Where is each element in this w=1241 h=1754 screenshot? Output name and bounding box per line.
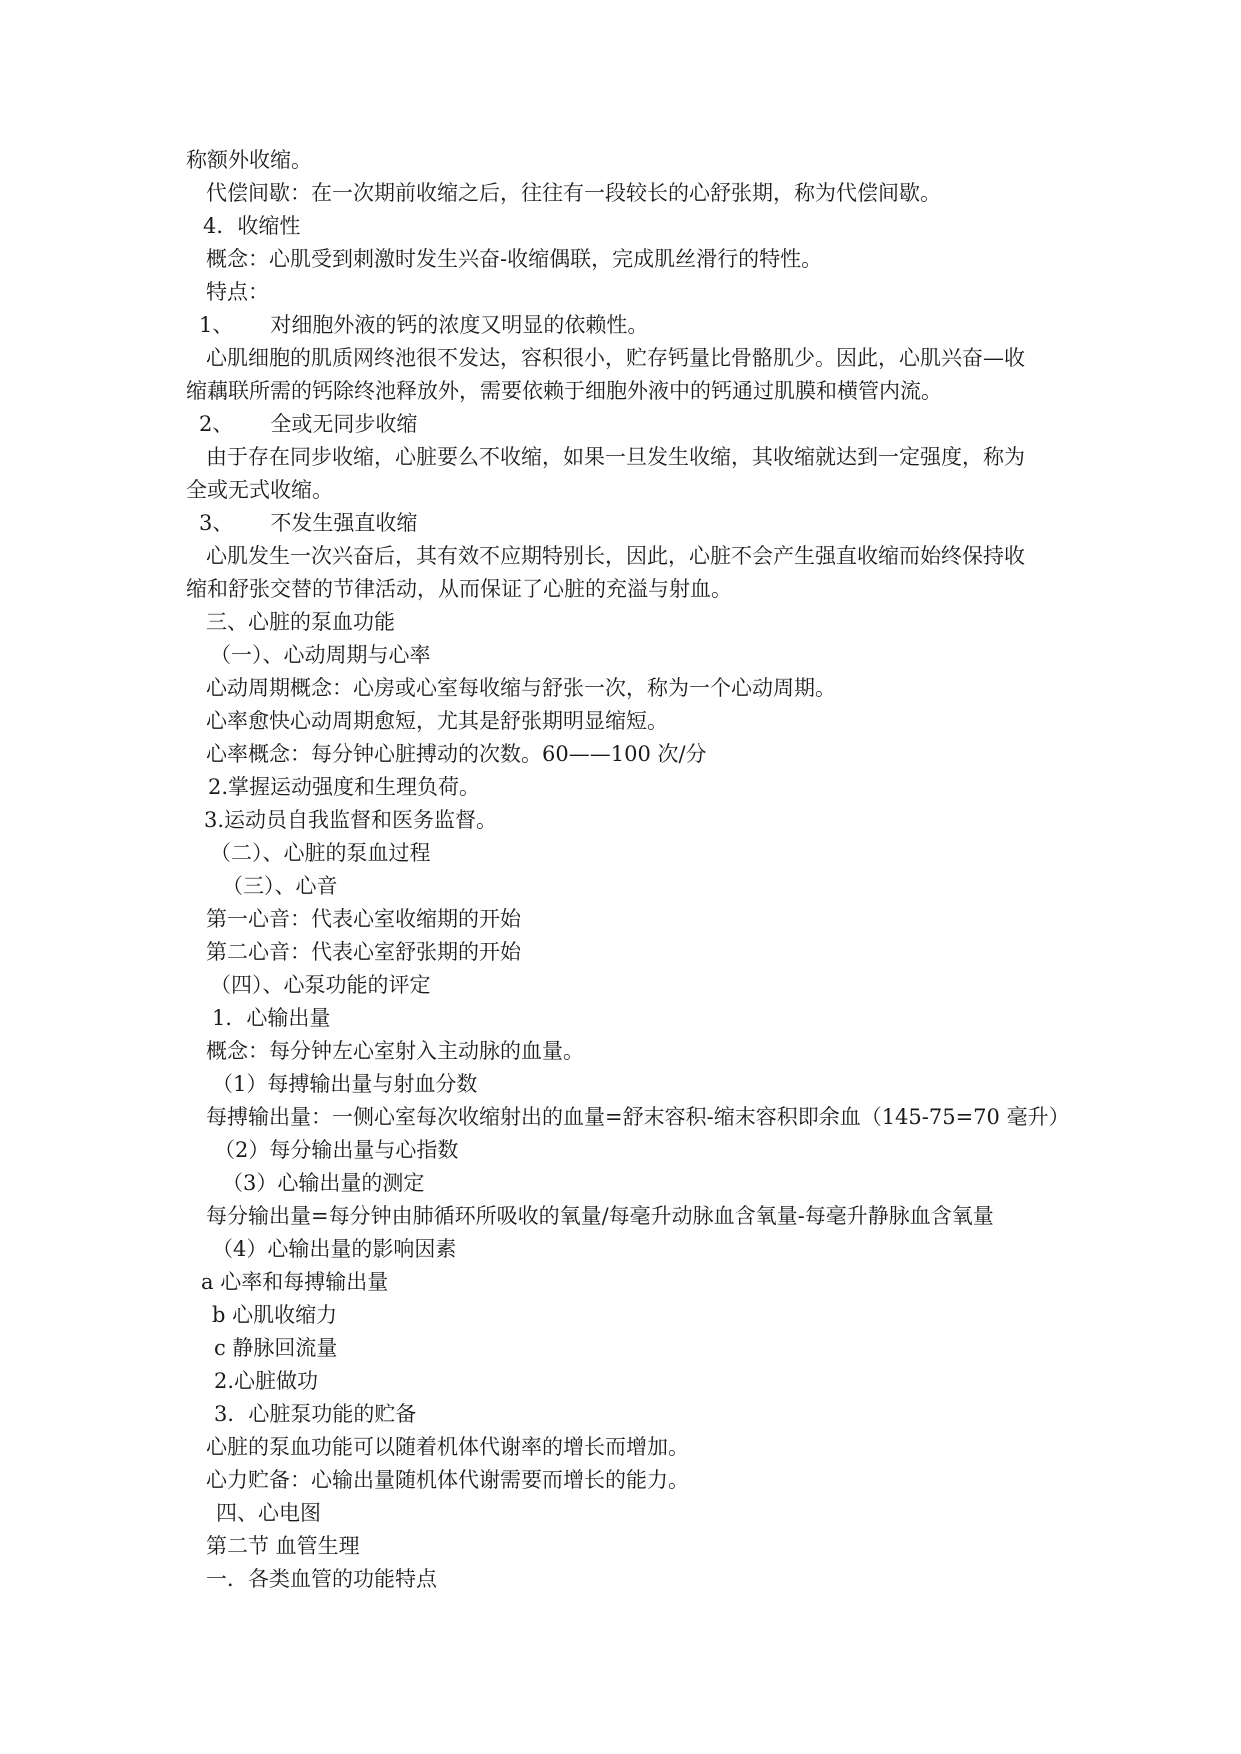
text-line <box>0 1266 1241 1299</box>
section-heading <box>0 1530 1241 1563</box>
text-span: 概念：每分钟左心室射入主动脉的血量。 <box>206 1039 584 1063</box>
text-line <box>0 573 1241 606</box>
subsection-heading <box>0 870 1241 903</box>
text-span: （三）、心音 <box>222 874 338 898</box>
text-span: 第一心音：代表心室收缩期的开始 <box>206 907 521 931</box>
list-number: 2、 <box>199 412 234 436</box>
text-line <box>0 738 1241 771</box>
text-line <box>0 441 1241 474</box>
text-span: （四）、心泵功能的评定 <box>210 973 431 997</box>
text-span: 第二心音：代表心室舒张期的开始 <box>206 940 521 964</box>
text-line <box>0 342 1241 375</box>
text-span: 每分输出量=每分钟由肺循环所吸收的氧量/每毫升动脉血含氧量-每毫升静脉血含氧量 <box>206 1204 994 1228</box>
text-line <box>0 903 1241 936</box>
text-span: 心率概念：每分钟心脏搏动的次数。60——100 次/分 <box>206 742 707 766</box>
text-line <box>0 1332 1241 1365</box>
text-line <box>0 1365 1241 1398</box>
text-span: （二）、心脏的泵血过程 <box>210 841 431 865</box>
text-line <box>0 276 1241 309</box>
text-span: 心动周期概念：心房或心室每收缩与舒张一次，称为一个心动周期。 <box>206 676 836 700</box>
text-line <box>0 1134 1241 1167</box>
text-span: （2）每分输出量与心指数 <box>214 1138 459 1162</box>
text-line <box>0 804 1241 837</box>
text-span: b 心肌收缩力 <box>212 1303 338 1327</box>
text-span: （一）、心动周期与心率 <box>210 643 431 667</box>
text-line <box>0 1167 1241 1200</box>
section-heading <box>0 1497 1241 1530</box>
text-span: 缩和舒张交替的节律活动，从而保证了心脏的充溢与射血。 <box>186 577 732 601</box>
text-span: 心力贮备：心输出量随机体代谢需要而增长的能力。 <box>206 1468 689 1492</box>
text-line <box>0 243 1241 276</box>
list-text: 对细胞外液的钙的浓度又明显的依赖性。 <box>270 313 649 337</box>
text-span: 心肌发生一次兴奋后，其有效不应期特别长，因此，心脏不会产生强直收缩而始终保持收 <box>206 544 1025 568</box>
text-span: 2.心脏做功 <box>214 1369 319 1393</box>
section-heading <box>0 210 1241 243</box>
text-span: （1）每搏输出量与射血分数 <box>212 1072 478 1096</box>
text-line <box>0 1101 1241 1134</box>
subsection-heading <box>0 639 1241 672</box>
text-line <box>0 1035 1241 1068</box>
text-span: 1．心输出量 <box>212 1006 331 1030</box>
text-span: 四、心电图 <box>216 1501 321 1525</box>
section-heading <box>0 1563 1241 1596</box>
text-span: 缩藕联所需的钙除终池释放外，需要依赖于细胞外液中的钙通过肌膜和横管内流。 <box>186 379 942 403</box>
section-heading <box>0 606 1241 639</box>
subsection-heading <box>0 837 1241 870</box>
text-span: 心脏的泵血功能可以随着机体代谢率的增长而增加。 <box>206 1435 689 1459</box>
text-span: 全或无式收缩。 <box>186 478 333 502</box>
text-span: 三、心脏的泵血功能 <box>206 610 395 634</box>
text-span: 3.运动员自我监督和医务监督。 <box>204 808 498 832</box>
text-line <box>0 1233 1241 1266</box>
list-text: 全或无同步收缩 <box>270 412 418 436</box>
text-span: 特点： <box>206 280 269 304</box>
text-line <box>0 1200 1241 1233</box>
subsection-heading <box>0 969 1241 1002</box>
text-line <box>0 1398 1241 1431</box>
list-text: 不发生强直收缩 <box>270 511 418 535</box>
text-span: 2.掌握运动强度和生理负荷。 <box>208 775 481 799</box>
text-line <box>0 474 1241 507</box>
text-span: 心率愈快心动周期愈短，尤其是舒张期明显缩短。 <box>206 709 668 733</box>
text-span: （3）心输出量的测定 <box>222 1171 425 1195</box>
text-span: （4）心输出量的影响因素 <box>212 1237 457 1261</box>
text-span: c 静脉回流量 <box>214 1336 338 1360</box>
list-item <box>0 309 1241 342</box>
text-line <box>0 1464 1241 1497</box>
text-line <box>0 705 1241 738</box>
text-line <box>0 177 1241 210</box>
text-span: 称额外收缩。 <box>186 148 312 172</box>
text-span: 3．心脏泵功能的贮备 <box>214 1402 417 1426</box>
text-span: 每搏输出量：一侧心室每次收缩射出的血量=舒末容积-缩末容积即余血（145-75=70 毫升） <box>206 1105 1070 1129</box>
text-span: 概念：心肌受到刺激时发生兴奋-收缩偶联，完成肌丝滑行的特性。 <box>206 247 823 271</box>
text-span: 4．收缩性 <box>203 214 301 238</box>
text-line <box>0 1002 1241 1035</box>
text-span: 由于存在同步收缩，心脏要么不收缩，如果一旦发生收缩，其收缩就达到一定强度，称为 <box>206 445 1025 469</box>
text-line <box>0 144 1241 177</box>
text-span: 一．各类血管的功能特点 <box>206 1567 437 1591</box>
text-line <box>0 1431 1241 1464</box>
list-number: 1、 <box>199 313 234 337</box>
list-number: 3、 <box>199 511 234 535</box>
text-line <box>0 771 1241 804</box>
text-span: 代偿间歇：在一次期前收缩之后，往往有一段较长的心舒张期，称为代偿间歇。 <box>206 181 941 205</box>
text-span: 第二节 血管生理 <box>206 1534 360 1558</box>
text-line <box>0 540 1241 573</box>
list-item <box>0 507 1241 540</box>
text-line <box>0 672 1241 705</box>
list-item <box>0 408 1241 441</box>
text-line <box>0 936 1241 969</box>
text-line <box>0 1068 1241 1101</box>
text-span: 心肌细胞的肌质网终池很不发达，容积很小，贮存钙量比骨骼肌少。因此，心肌兴奋—收 <box>206 346 1025 370</box>
text-span: a 心率和每搏输出量 <box>201 1270 389 1294</box>
text-line <box>0 375 1241 408</box>
document-body <box>0 144 1241 1596</box>
text-line <box>0 1299 1241 1332</box>
